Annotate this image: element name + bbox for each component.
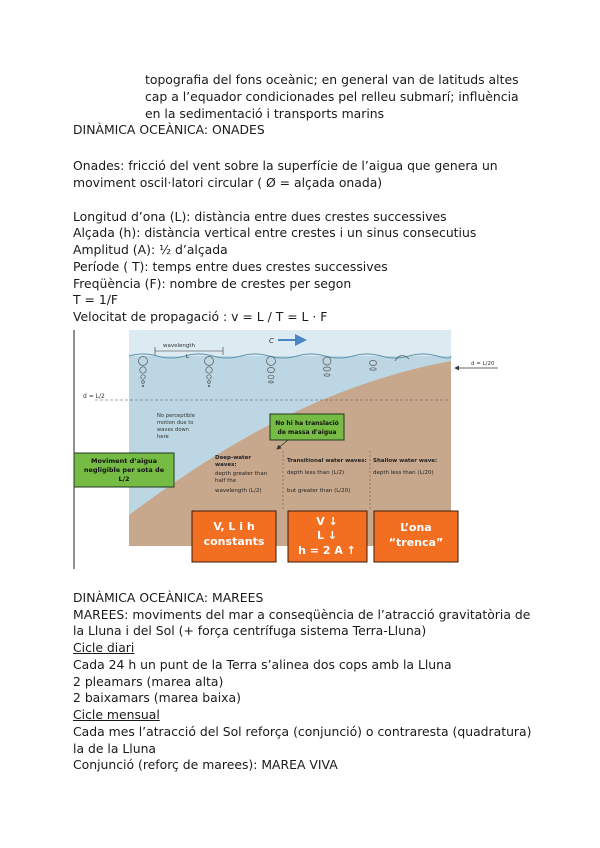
term-line: Amplitud (A): ½ d’alçada — [73, 242, 228, 257]
breaks-box-line1: L’ona — [400, 521, 432, 534]
text-line: la de la Lluna — [73, 741, 157, 756]
text-line: Cada mes l’atracció del Sol reforça (conjunció) o contraresta (quadratura) — [73, 724, 532, 739]
zone-desc: depth greater than — [215, 471, 268, 477]
text-line: Onades: fricció del vent sobre la superfície de l’aigua que genera un — [73, 158, 498, 173]
note-line: here — [157, 434, 169, 440]
note-line: waves down — [157, 427, 190, 433]
changes-box-line1: V ↓ — [316, 515, 338, 528]
text-line: cap a l’equador condicionades pel relleu submarí; influència — [145, 89, 519, 104]
text-line: la Lluna i del Sol (+ força centrífuga sistema Terra-Lluna) — [73, 623, 427, 638]
note-line: No perceptible — [157, 413, 195, 419]
zone-desc: depth less than (L/2) — [287, 470, 345, 476]
zone-desc: wavelength (L/2) — [215, 488, 262, 494]
section-heading-tides: DINÀMICA OCEÀNICA: MAREES — [73, 590, 264, 605]
changes-box-line2: L ↓ — [316, 529, 338, 542]
constant-box-line2: constants — [203, 535, 265, 548]
text-line: moviment oscil·latori circular ( Ø = alçada onada) — [73, 175, 383, 190]
celerity-symbol: C — [269, 337, 274, 345]
motion-negligible-line2: negligible per sota de — [83, 466, 165, 474]
breaks-box-line2: “trenca” — [388, 536, 444, 549]
text-line: 2 baixamars (marea baixa) — [73, 690, 241, 705]
no-mass-transport-line2: de massa d'aigua — [277, 429, 337, 436]
constant-box-line1: V, L i h — [213, 520, 255, 533]
term-line: Alçada (h): distància vertical entre crestes i un sinus consecutius — [73, 225, 477, 240]
zone-desc: depth less than (L/20) — [373, 470, 434, 476]
zone-desc: but greater than (L/20) — [287, 488, 351, 494]
daily-cycle-heading: Cicle diari — [73, 640, 135, 655]
zone-desc: half the — [215, 478, 237, 484]
motion-negligible-line1: Moviment d’aigua — [91, 457, 157, 465]
no-mass-transport-line1: No hi ha translació — [275, 420, 339, 427]
term-line: T = 1/F — [73, 292, 119, 307]
zone-title: Deep-water — [215, 455, 252, 461]
term-line: Longitud d’ona (L): distància entre dues crestes successives — [73, 209, 447, 224]
depth-left-label: d = L/2 — [83, 393, 105, 400]
text-line: 2 pleamars (marea alta) — [73, 674, 224, 689]
section-heading-waves: DINÀMICA OCEÀNICA: ONADES — [73, 122, 265, 137]
term-line: Període ( T): temps entre dues crestes successives — [73, 259, 388, 274]
wavelength-symbol: L — [186, 354, 190, 360]
monthly-cycle-heading: Cicle mensual — [73, 707, 160, 722]
depth-right-label: d = L/20 — [471, 361, 495, 367]
no-mass-transport-box — [270, 414, 344, 440]
changes-box-line3: h = 2 A ↑ — [298, 544, 356, 557]
text-line: en la sedimentació i transports marins — [145, 106, 385, 121]
text-line: topografia del fons oceànic; en general van de latituds altes — [145, 72, 519, 87]
term-line: Velocitat de propagació : v = L / T = L · F — [73, 309, 328, 324]
text-line: Conjunció (reforç de marees): MAREA VIVA — [73, 757, 338, 772]
wavelength-label: wavelength — [163, 343, 196, 349]
note-line: motion due to — [157, 420, 194, 426]
wave-diagram — [73, 325, 515, 569]
zone-title: waves: — [215, 462, 237, 468]
text-line: MAREES: moviments del mar a conseqüència de l’atracció gravitatòria de — [73, 607, 531, 622]
zone-title: Shallow water wave: — [373, 458, 438, 464]
text-line: Cada 24 h un punt de la Terra s’alinea dos cops amb la Lluna — [73, 657, 452, 672]
term-line: Freqüència (F): nombre de crestes per segon — [73, 276, 352, 291]
motion-negligible-line3: L/2 — [118, 475, 130, 483]
zone-title: Transitional water waves: — [287, 458, 367, 464]
